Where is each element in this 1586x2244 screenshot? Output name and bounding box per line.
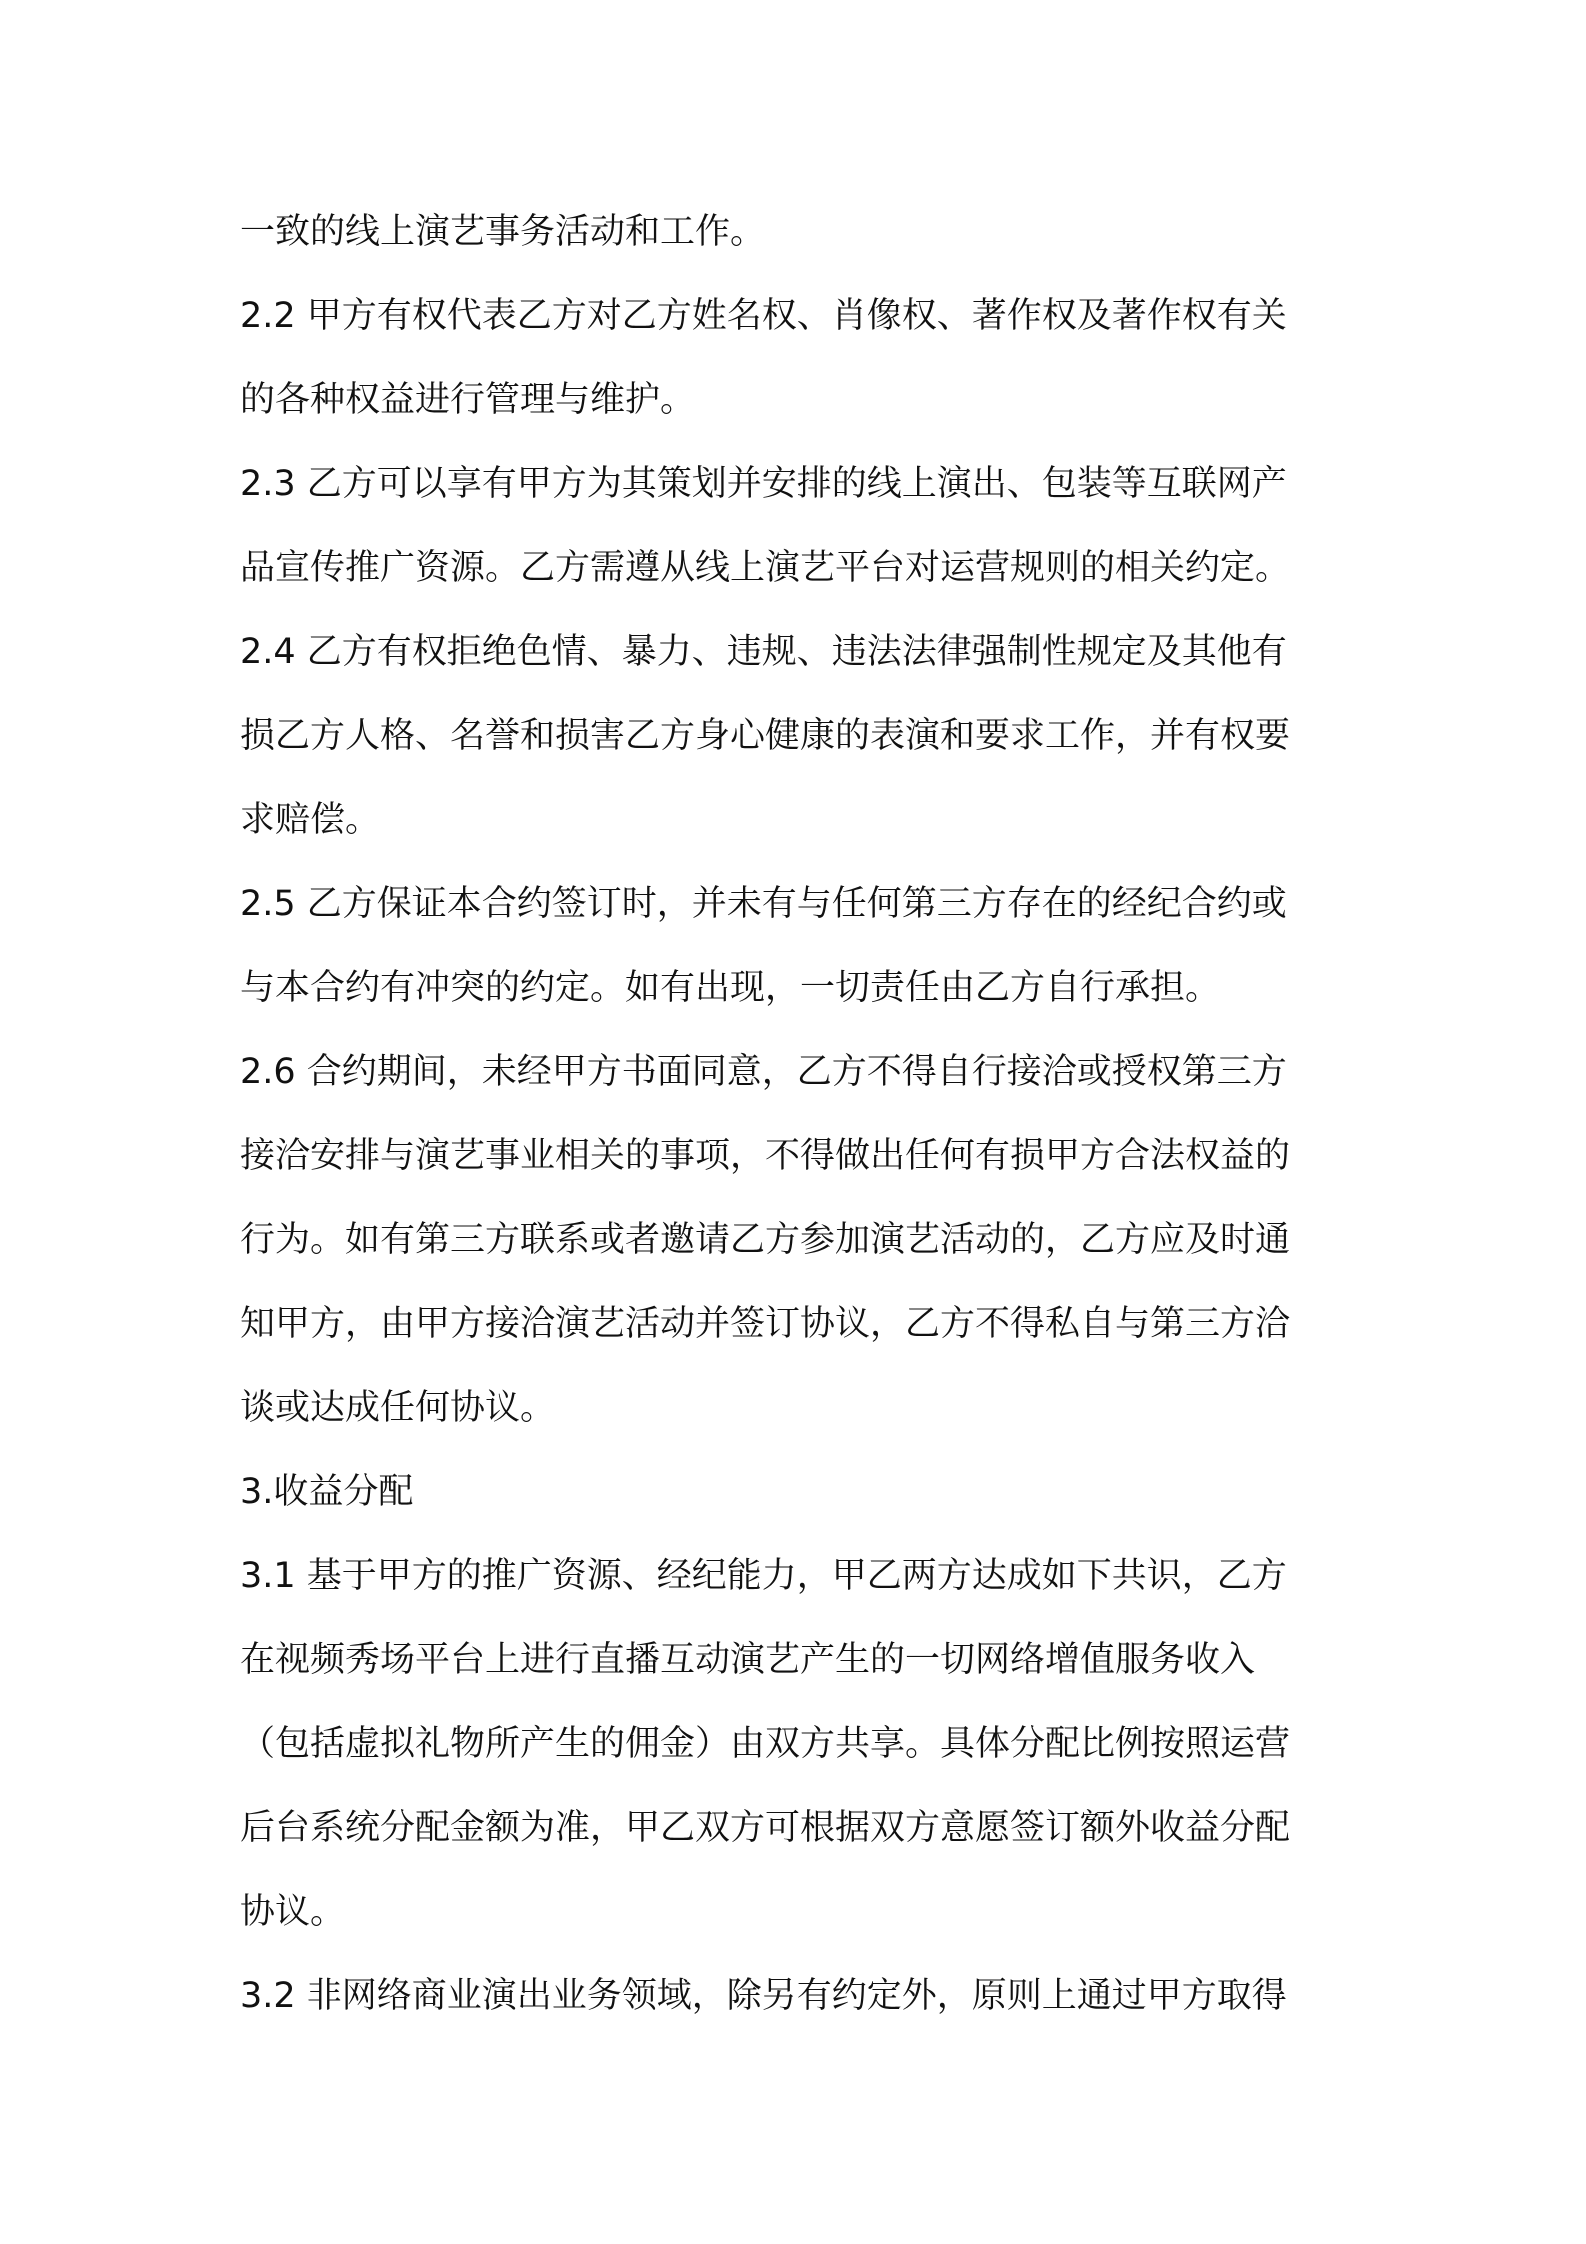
clause-2-2-line-2: 的各种权益进行管理与维护。	[240, 380, 696, 420]
contract-text	[240, 190, 1350, 2038]
clause-3-1-line-2: 在视频秀场平台上进行直播互动演艺产生的一切网络增值服务收入	[240, 1640, 1256, 1680]
clause-3-2-line-1: 3.2 非网络商业演出业务领域，除另有约定外，原则上通过甲方取得	[240, 1976, 1287, 2016]
clause-2-6-line-3: 行为。如有第三方联系或者邀请乙方参加演艺活动的，乙方应及时通	[240, 1220, 1291, 1260]
clause-2-4-line-3: 求赔偿。	[240, 800, 381, 840]
clause-3-1-line-1: 3.1 基于甲方的推广资源、经纪能力，甲乙两方达成如下共识，乙方	[240, 1556, 1287, 1596]
clause-2-6-line-5: 谈或达成任何协议。	[240, 1388, 556, 1428]
clause-2-6-line-4: 知甲方，由甲方接洽演艺活动并签订协议，乙方不得私自与第三方洽	[240, 1304, 1291, 1344]
clause-2-4-line-1: 2.4 乙方有权拒绝色情、暴力、违规、违法法律强制性规定及其他有	[240, 632, 1287, 672]
clause-2-6-line-1: 2.6 合约期间，未经甲方书面同意，乙方不得自行接洽或授权第三方	[240, 1052, 1287, 1092]
clause-2-5-line-1: 2.5 乙方保证本合约签订时，并未有与任何第三方存在的经纪合约或	[240, 884, 1287, 924]
clause-3-1-line-5: 协议。	[240, 1892, 346, 1932]
clause-2-5-line-2: 与本合约有冲突的约定。如有出现，一切责任由乙方自行承担。	[240, 968, 1221, 1008]
clause-3-1-line-3: （包括虚拟礼物所产生的佣金）由双方共享。具体分配比例按照运营	[240, 1724, 1291, 1764]
clause-2-4-line-2: 损乙方人格、名誉和损害乙方身心健康的表演和要求工作，并有权要	[240, 716, 1291, 756]
section-3-heading: 3.收益分配	[240, 1472, 414, 1512]
clause-2-3-line-2: 品宣传推广资源。乙方需遵从线上演艺平台对运营规则的相关约定。	[240, 548, 1291, 588]
clause-2-6-line-2: 接洽安排与演艺事业相关的事项，不得做出任何有损甲方合法权益的	[240, 1136, 1291, 1176]
clause-3-1-line-4: 后台系统分配金额为准，甲乙双方可根据双方意愿签订额外收益分配	[240, 1808, 1291, 1848]
text-line: 一致的线上演艺事务活动和工作。	[240, 212, 766, 252]
clause-2-3-line-1: 2.3 乙方可以享有甲方为其策划并安排的线上演出、包装等互联网产	[240, 464, 1287, 504]
clause-2-2-line-1: 2.2 甲方有权代表乙方对乙方姓名权、肖像权、著作权及著作权有关	[240, 296, 1287, 336]
